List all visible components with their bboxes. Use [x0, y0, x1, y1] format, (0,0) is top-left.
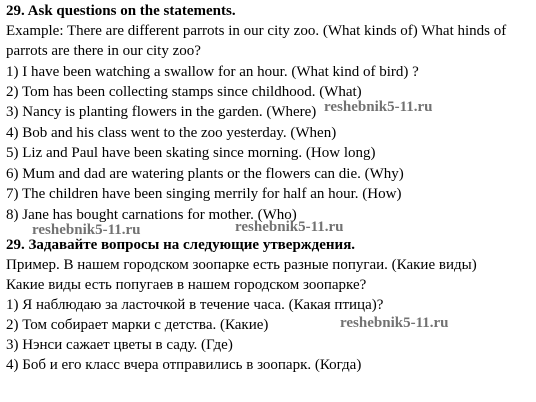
english-heading: 29. Ask questions on the statements.: [6, 3, 236, 19]
russian-item-4: 4) Боб и его класс вчера отправились в зоопарк. (Когда): [6, 357, 362, 373]
russian-example-line-2: Какие виды есть попугаев в нашем городском зоопарке?: [6, 277, 367, 293]
english-example-line-1: Example: There are different parrots in our city zoo. (What kinds of) What hinds of: [6, 23, 507, 39]
english-item-7: 7) The children have been singing merrily for half an hour. (How): [6, 186, 402, 202]
english-item-6: 6) Mum and dad are watering plants or the flowers can die. (Why): [6, 166, 404, 182]
watermark-text: reshebnik5-11.ru: [32, 222, 141, 238]
english-item-5: 5) Liz and Paul have been skating since morning. (How long): [6, 145, 376, 161]
russian-item-2: 2) Том собирает марки с детства. (Какие): [6, 317, 269, 333]
watermark-text: reshebnik5-11.ru: [235, 219, 344, 235]
english-example-line-2: parrots are there in our city zoo?: [6, 43, 201, 59]
english-item-3: 3) Nancy is planting flowers in the garden. (Where): [6, 104, 317, 120]
english-item-4: 4) Bob and his class went to the zoo yesterday. (When): [6, 125, 337, 141]
watermark-text: reshebnik5-11.ru: [324, 99, 433, 115]
russian-heading: 29. Задавайте вопросы на следующие утверждения.: [6, 237, 356, 253]
english-item-1: 1) I have been watching a swallow for an hour. (What kind of bird) ?: [6, 64, 419, 80]
english-item-8: 8) Jane has bought carnations for mother. (Who): [6, 207, 297, 223]
watermark-text: reshebnik5-11.ru: [340, 315, 449, 331]
russian-example-line-1: Пример. В нашем городском зоопарке есть разные попугаи. (Какие виды): [6, 257, 477, 273]
english-item-2: 2) Tom has been collecting stamps since childhood. (What): [6, 84, 362, 100]
russian-item-3: 3) Нэнси сажает цветы в саду. (Где): [6, 337, 233, 353]
russian-item-1: 1) Я наблюдаю за ласточкой в течение часа. (Какая птица)?: [6, 297, 384, 313]
